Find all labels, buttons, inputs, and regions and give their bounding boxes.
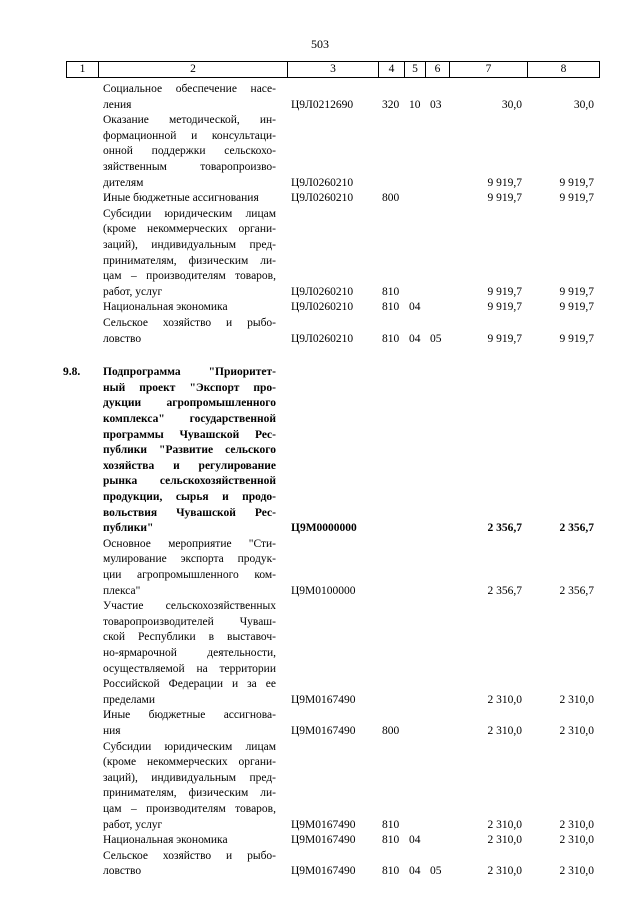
row-code: Ц9М0167490: [291, 693, 356, 706]
row-amount-1: 2 310,0: [487, 724, 522, 737]
row-name-line: Сельское хозяйство и рыбо-: [103, 849, 276, 862]
row-amount-2: 9 919,7: [559, 301, 594, 314]
row-name-line: Национальная экономика: [103, 834, 228, 847]
row-amount-1: 2 356,7: [487, 522, 522, 535]
table-row: [0, 82, 640, 113]
row-name-line: но-ярмарочной деятельности,: [103, 646, 276, 659]
row-amount-1: 9 919,7: [487, 192, 522, 205]
row-name-line: ный проект "Экспорт про-: [103, 381, 276, 394]
row-name-line: Национальная экономика: [103, 301, 228, 314]
row-name-line: принимателям, физическим ли-: [103, 254, 276, 267]
row-name-line: дукции агропромышленного: [103, 397, 276, 410]
row-name: [103, 113, 276, 191]
row-amount-1: 9 919,7: [487, 176, 522, 189]
row-code: Ц9Л0260210: [291, 301, 354, 314]
row-amount-2: 2 356,7: [559, 522, 594, 535]
row-name-line: цам – производителям товаров,: [103, 802, 276, 815]
row-code: Ц9Л0260210: [291, 332, 354, 345]
row-code: Ц9Л0260210: [291, 285, 354, 298]
header-col-3: 3: [330, 63, 336, 75]
row-name-line: ния: [103, 724, 121, 737]
row-amount-2: 2 310,0: [559, 865, 594, 878]
row-section: 04: [409, 834, 421, 847]
row-section: 04: [409, 332, 421, 345]
row-amount-2: 9 919,7: [559, 192, 594, 205]
row-name-line: Участие сельскохозяйственных: [103, 600, 276, 613]
row-expense-type: 810: [382, 332, 400, 345]
row-name-line: ции агропромышленного ком-: [103, 568, 276, 581]
row-amount-2: 2 310,0: [559, 818, 594, 831]
row-section: 04: [409, 301, 421, 314]
row-name: [103, 316, 276, 347]
row-amount-2: 9 919,7: [559, 176, 594, 189]
row-name-line: ловство: [103, 332, 142, 345]
row-name-line: продукции, сырья и продо-: [103, 490, 276, 503]
table-row: [0, 537, 640, 599]
row-amount-2: 2 356,7: [559, 584, 594, 597]
row-expense-type: 810: [382, 865, 400, 878]
row-name-line: формационной и консультаци-: [103, 129, 276, 142]
row-name-line: программы Чувашской Рес-: [103, 428, 276, 441]
row-expense-type: 810: [382, 834, 400, 847]
row-name-line: Субсидии юридическим лицам: [103, 207, 276, 220]
row-name-line: публики": [103, 522, 154, 535]
row-name-line: зяйственным товаропроизво-: [103, 160, 276, 173]
row-amount-2: 2 310,0: [559, 724, 594, 737]
table-row: [0, 365, 640, 537]
table-row: [0, 833, 640, 849]
row-name: [103, 207, 276, 301]
row-amount-2: 30,0: [573, 98, 594, 111]
row-subsection: 05: [430, 332, 442, 345]
row-name: [103, 82, 276, 113]
row-name-line: заций), индивидуальным пред-: [103, 238, 276, 251]
row-name-line: Социальное обеспечение насе-: [103, 83, 276, 95]
row-name-line: хозяйства и регулирование: [103, 459, 276, 472]
row-code: Ц9М0167490: [291, 834, 356, 847]
row-expense-type: 800: [382, 192, 400, 205]
table-header: [66, 61, 600, 78]
row-name-line: дителям: [103, 176, 144, 189]
header-col-2: 2: [190, 63, 196, 75]
row-name: [103, 191, 276, 207]
row-name-line: работ, услуг: [103, 285, 163, 298]
table-row: [0, 191, 640, 207]
row-section: 04: [409, 865, 421, 878]
header-col-5: 5: [412, 63, 418, 75]
row-amount-1: 2 356,7: [487, 584, 522, 597]
row-amount-2: 2 310,0: [559, 693, 594, 706]
row-name-line: вольствия Чувашской Рес-: [103, 506, 276, 519]
row-name-line: (кроме некоммерческих органи-: [103, 223, 276, 236]
row-name-line: Основное мероприятие "Сти-: [103, 537, 276, 550]
row-name-line: ловство: [103, 865, 142, 878]
header-col-4: 4: [388, 63, 395, 75]
row-amount-1: 30,0: [501, 98, 522, 111]
row-expense-type: 320: [382, 98, 400, 111]
row-amount-2: 9 919,7: [559, 332, 594, 345]
row-amount-2: 2 310,0: [559, 834, 594, 847]
row-name-line: Российской Федерации и за ее: [103, 678, 276, 691]
table-row: [0, 113, 640, 191]
row-name-line: рынка сельскохозяйственной: [103, 475, 276, 488]
row-amount-1: 9 919,7: [487, 285, 522, 298]
row-name-line: заций), индивидуальным пред-: [103, 771, 276, 784]
header-col-8: 8: [560, 63, 567, 75]
row-name-line: Субсидии юридическим лицам: [103, 740, 276, 753]
row-name: [103, 849, 276, 880]
row-name: [103, 833, 276, 849]
row-expense-type: 800: [382, 724, 400, 737]
row-expense-type: 810: [382, 818, 400, 831]
table-row: [0, 849, 640, 880]
table-row: [0, 300, 640, 316]
row-expense-type: 810: [382, 285, 400, 298]
row-code: Ц9Л0212690: [291, 98, 354, 111]
row-code: Ц9М0000000: [291, 522, 357, 535]
row-code: Ц9М0167490: [291, 865, 356, 878]
row-code: Ц9М0167490: [291, 724, 356, 737]
row-amount-2: 9 919,7: [559, 285, 594, 298]
row-name-line: публики "Развитие сельского: [103, 444, 276, 457]
row-name-line: Оказание методической, ин-: [103, 114, 276, 127]
row-name-line: мулирование экспорта продук-: [103, 553, 276, 566]
row-amount-1: 2 310,0: [487, 865, 522, 878]
row-name-line: Подпрограмма "Приоритет-: [103, 366, 276, 379]
row-code: Ц9Л0260210: [291, 192, 354, 205]
row-name-line: ской Республики в выставоч-: [103, 631, 276, 644]
table-row: [0, 316, 640, 347]
header-col-1: 1: [79, 63, 86, 75]
row-name-line: (кроме некоммерческих органи-: [103, 756, 276, 769]
row-name-line: цам – производителям товаров,: [103, 270, 276, 283]
row-subsection: 03: [430, 98, 442, 111]
row-name-line: товаропроизводителей Чуваш-: [103, 615, 276, 628]
header-col-7: 7: [485, 63, 492, 75]
row-name-line: комплекса" государственной: [103, 412, 276, 425]
row-amount-1: 2 310,0: [487, 818, 522, 831]
row-name-line: пределами: [103, 693, 156, 706]
row-name-line: онной поддержки сельскохо-: [103, 145, 276, 158]
row-subsection: 05: [430, 865, 442, 878]
row-name-line: ления: [103, 98, 132, 111]
row-amount-1: 2 310,0: [487, 834, 522, 847]
row-amount-1: 2 310,0: [487, 693, 522, 706]
row-name: [103, 365, 276, 537]
table-row: [0, 740, 640, 834]
row-name: [103, 740, 276, 834]
row-name: [103, 599, 276, 708]
row-name: [103, 708, 276, 739]
row-name-line: плекса": [103, 584, 141, 597]
header-col-6: 6: [434, 63, 441, 75]
row-number: 9.8.: [63, 366, 81, 379]
row-amount-1: 9 919,7: [487, 332, 522, 345]
row-name-line: Сельское хозяйство и рыбо-: [103, 317, 276, 329]
page-number: 503: [311, 37, 329, 51]
table-row: [0, 207, 640, 301]
row-expense-type: 810: [382, 301, 400, 314]
row-name-line: работ, услуг: [103, 818, 163, 831]
row-code: Ц9Л0260210: [291, 176, 354, 189]
row-name-line: принимателям, физическим ли-: [103, 787, 276, 800]
row-name-line: Иные бюджетные ассигнова-: [103, 709, 276, 722]
row-section: 10: [409, 98, 421, 111]
row-code: Ц9М0167490: [291, 818, 356, 831]
row-name-line: осуществляемой на территории: [103, 662, 276, 675]
table-row: [0, 708, 640, 739]
row-name-line: Иные бюджетные ассигнования: [103, 192, 259, 205]
row-amount-1: 9 919,7: [487, 301, 522, 314]
row-code: Ц9М0100000: [291, 584, 356, 597]
row-name: [103, 300, 276, 316]
table-row: [0, 599, 640, 708]
row-name: [103, 537, 276, 599]
